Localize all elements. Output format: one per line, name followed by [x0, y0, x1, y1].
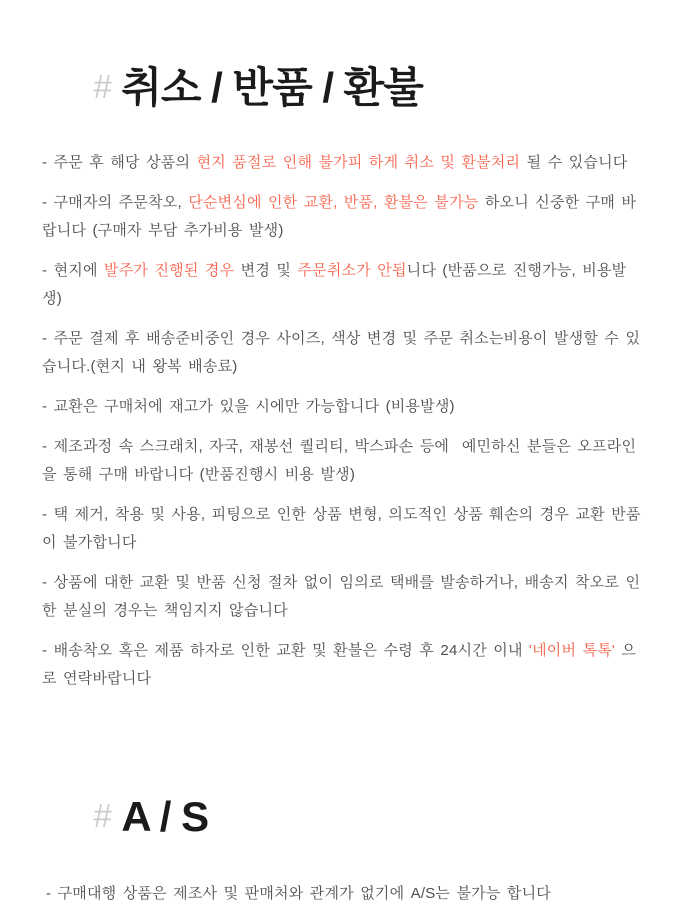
policy-paragraph — [42, 637, 646, 693]
policy-text-segment: - 구매자의 주문착오, — [42, 194, 189, 212]
policy-text-segment: 하오니 신중한 구매 바랍니다 (구매자 부담 추가비용 발생) — [42, 194, 637, 240]
policy-paragraph — [42, 393, 646, 421]
cancel-return-refund-policy-list — [42, 149, 646, 693]
policy-text-segment: - 제조과정 속 스크래치, 자국, 재봉선 퀄리티, 박스파손 등에 예민하신 분들은 오프라인을 통해 구매 바랍니다 (반품진행시 비용 발생) — [42, 438, 637, 484]
policy-text-segment: 으로 연락바랍니다 — [42, 642, 637, 688]
policy-paragraph — [42, 189, 646, 245]
highlighted-text: 발주가 진행된 경우 — [104, 262, 235, 280]
policy-text-segment: - 주문 결제 후 배송준비중인 경우 사이즈, 색상 변경 및 주문 취소는비용이 발생할 수 있습니다.(현지 내 왕복 배송료) — [42, 330, 641, 376]
policy-text-segment: - 상품에 대한 교환 및 반품 신청 절차 없이 임의로 택배를 발송하거나, 배송지 착오로 인한 분실의 경우는 책임지지 않습니다 — [42, 574, 641, 620]
cancel-return-refund-title-text: 취소 / 반품 / 환불 — [121, 64, 423, 111]
policy-paragraph — [42, 325, 646, 381]
policy-text-segment: 될 수 있습니다 — [520, 154, 628, 172]
policy-text-segment: 니다 (반품으로 진행가능, 비용발생) — [42, 262, 627, 308]
after-service-title — [0, 793, 688, 840]
policy-text-segment: - 구매대행 상품은 제조사 및 판매처와 관계가 없기에 A/S는 불가능 합니다 — [46, 885, 551, 903]
section-after-service — [0, 705, 688, 908]
hash-icon: # — [93, 68, 112, 105]
policy-text-segment: - 교환은 구매처에 재고가 있을 시에만 가능합니다 (비용발생) — [42, 398, 455, 416]
policy-paragraph — [42, 257, 646, 313]
highlighted-text: 현지 품절로 인해 불가피 하게 취소 및 환불처리 — [196, 154, 521, 172]
after-service-title-text: A / S — [121, 793, 209, 841]
policy-text-segment: 변경 및 — [234, 262, 298, 280]
policy-paragraph — [42, 149, 646, 177]
cancel-return-refund-title — [0, 64, 688, 111]
policy-paragraph — [42, 501, 646, 557]
policy-paragraph — [42, 433, 646, 489]
highlighted-text: 주문취소가 안됩 — [297, 262, 407, 280]
highlighted-text: '네이버 톡톡' — [529, 642, 615, 660]
policy-text-segment: - 현지에 — [42, 262, 105, 280]
highlighted-text: 단순변심에 인한 교환, 반품, 환불은 불가능 — [188, 194, 479, 212]
policy-text-segment: - 택 제거, 착용 및 사용, 피팅으로 인한 상품 변형, 의도적인 상품 훼손의 경우 교환 반품이 불가합니다 — [42, 506, 641, 552]
policy-text-segment: - 주문 후 해당 상품의 — [42, 154, 197, 172]
after-service-policy-list — [46, 880, 646, 908]
policy-paragraph — [46, 880, 646, 908]
policy-text-segment: - 배송착오 혹은 제품 하자로 인한 교환 및 환불은 수령 후 24시간 이내 — [42, 642, 529, 660]
policy-paragraph — [42, 569, 646, 625]
hash-icon: # — [93, 797, 112, 835]
